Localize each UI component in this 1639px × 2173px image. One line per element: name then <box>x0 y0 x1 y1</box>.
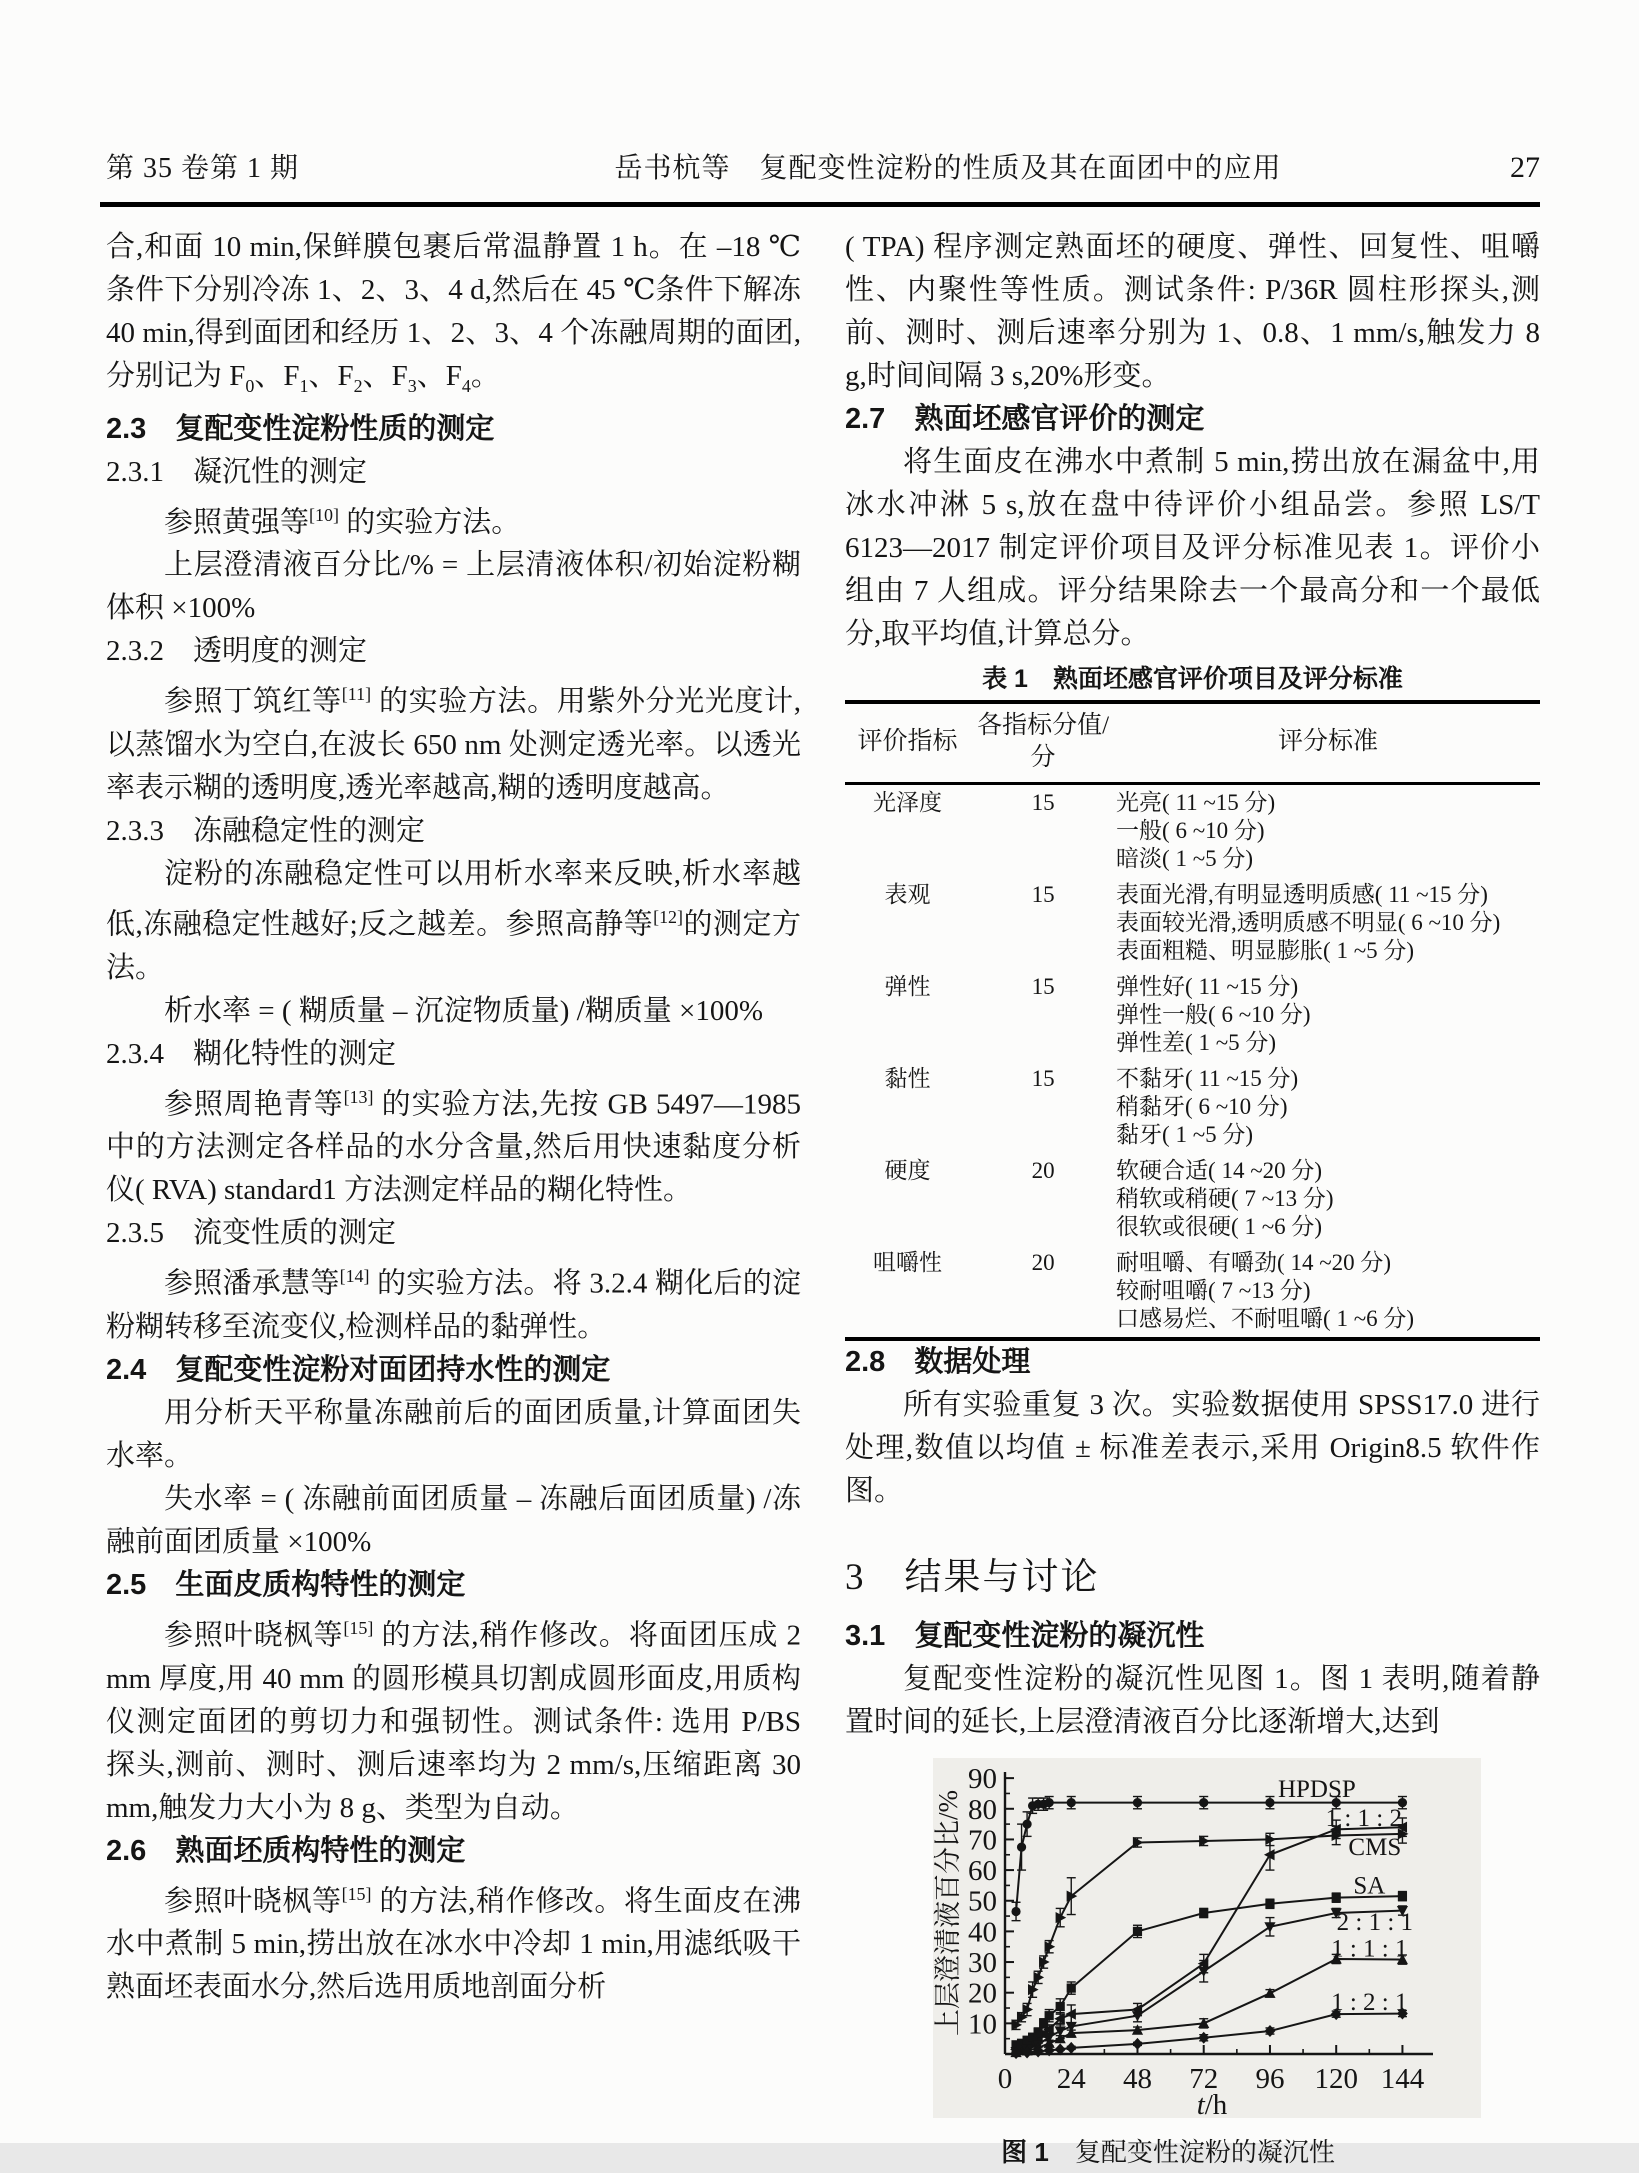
text-columns <box>106 226 1540 2173</box>
subsection-heading: 2.3.4 糊化特性的测定 <box>106 1037 397 1070</box>
paragraph: 参照周艳青等[13] 的实验方法,先按 GB 5497—1985 中的方法测定各样品的水分含量,然后用快速黏度分析仪( RVA) standard1 方法测定样品的糊化特性。 <box>106 1086 801 1207</box>
svg-text:上层澄清液百分比/%: 上层澄清液百分比/% <box>933 1790 963 2036</box>
paragraph: 失水率 = ( 冻融前面团质量 – 冻融后面团质量) /冻融前面团质量 ×100% <box>106 1483 801 1559</box>
section-heading: 2.8 数据处理 <box>845 1346 1031 1378</box>
paragraph: 淀粉的冻融稳定性可以用析水率来反映,析水率越低,冻融稳定性越好;反之越差。参照高静等[12]的测定方法。 <box>106 858 801 984</box>
paragraph: 用分析天平称量冻融前后的面团质量,计算面团失水率。 <box>106 1397 801 1473</box>
table1 <box>845 700 1540 1341</box>
table-header-cell: 各指标分值/分 <box>970 702 1116 784</box>
score-cell: 15 <box>1031 790 1055 815</box>
svg-text:t/h: t/h <box>1196 2089 1228 2121</box>
paragraph: ( TPA) 程序测定熟面坯的硬度、弹性、回复性、咀嚼性、内聚性等性质。测试条件: P/36R 圆柱形探头,测前、测时、测后速率分别为 1、0.8、1 mm/s,触发力 8 g,时间间隔 3 s,20%形变。 <box>845 231 1540 392</box>
svg-text:144: 144 <box>1380 2063 1425 2095</box>
table1-caption: 表 1 熟面坯感官评价项目及评分标准 <box>982 665 1403 693</box>
section-heading: 3.1 复配变性淀粉的凝沉性 <box>845 1620 1205 1652</box>
criteria-cell: 不黏牙( 11 ~15 分) 稍黏牙( 6 ~10 分) 黏牙( 1 ~5 分) <box>1116 1066 1299 1147</box>
paragraph: 参照黄强等[10] 的实验方法。 <box>164 504 521 539</box>
svg-text:70: 70 <box>968 1824 997 1857</box>
criteria-cell: 弹性好( 11 ~15 分) 弹性一般( 6 ~10 分) 弹性差( 1 ~5 分) <box>1116 974 1311 1055</box>
table-header-cell: 评分标准 <box>1116 702 1540 784</box>
chapter-heading: 3 结果与讨论 <box>845 1557 1100 1598</box>
paragraph: 将生面皮在沸水中煮制 5 min,捞出放在漏盆中,用冰水冲淋 5 s,放在盘中待评价小组品尝。参照 LS/T 6123—2017 制定评价项目及评分标准见表 1。评价小组由 7 人组成。评分结果除去一个最高分和一个最低分,取平均值,计算总分。 <box>845 446 1540 650</box>
svg-text:80: 80 <box>968 1793 997 1826</box>
subsection-heading: 2.3.2 透明度的测定 <box>106 635 368 668</box>
table1-block <box>845 660 1540 1341</box>
header-rule <box>100 202 1540 207</box>
paragraph: 复配变性淀粉的凝沉性见图 1。图 1 表明,随着静置时间的延长,上层澄清液百分比逐渐增大,达到 <box>845 1663 1540 1738</box>
indicator-cell: 弹性 <box>884 974 931 999</box>
indicator-cell: 咀嚼性 <box>873 1250 943 1275</box>
svg-text:1 : 2 : 1: 1 : 2 : 1 <box>1331 1988 1408 2016</box>
svg-text:1 : 1 : 2: 1 : 1 : 2 <box>1325 1804 1403 1832</box>
table-row <box>845 1245 1540 1339</box>
indicator-cell: 黏性 <box>884 1066 931 1091</box>
criteria-cell: 表面光滑,有明显透明质感( 11 ~15 分) 表面较光滑,透明质感不明显( 6 ~10 分) 表面粗糙、明显膨胀( 1 ~5 分) <box>1116 882 1501 963</box>
subsection-heading: 2.3.3 冻融稳定性的测定 <box>106 815 426 848</box>
paragraph: 参照叶晓枫等[15] 的方法,稍作修改。将面团压成 2 mm 厚度,用 40 mm 的圆形模具切割成圆形面皮,用质构仪测定面团的剪切力和强韧性。测试条件: 选用 P/BS 探头,测前、测时、测后速率均为 2 mm/s,压缩距离 30 mm,触发力大小为 8 g、类型为自动。 <box>106 1618 801 1824</box>
svg-text:120: 120 <box>1314 2063 1358 2095</box>
indicator-cell: 表观 <box>884 882 931 907</box>
paragraph: 上层澄清液百分比/% = 上层清液体积/初始淀粉糊体积 ×100% <box>106 549 801 625</box>
figure1-caption: 图 1 复配变性淀粉的凝沉性 <box>1001 2137 1335 2167</box>
criteria-cell: 软硬合适( 14 ~20 分) 稍软或稍硬( 7 ~13 分) 很软或很硬( 1 ~6 分) <box>1116 1158 1334 1239</box>
table-row <box>845 1061 1540 1153</box>
svg-text:0: 0 <box>997 2063 1013 2095</box>
table-header-row <box>845 702 1540 784</box>
page-header <box>106 146 1540 186</box>
indicator-cell: 光泽度 <box>873 790 943 815</box>
svg-text:SA: SA <box>1353 1872 1386 1900</box>
svg-text:2 : 1 : 1: 2 : 1 : 1 <box>1336 1909 1414 1937</box>
svg-text:30: 30 <box>968 1947 997 1980</box>
score-cell: 20 <box>1031 1250 1055 1275</box>
table-row <box>845 1153 1540 1245</box>
left-column <box>106 226 801 2173</box>
svg-text:40: 40 <box>968 1916 997 1949</box>
section-heading: 2.4 复配变性淀粉对面团持水性的测定 <box>106 1354 611 1387</box>
criteria-cell: 光亮( 11 ~15 分) 一般( 6 ~10 分) 暗淡( 1 ~5 分) <box>1116 790 1276 871</box>
paragraph: 参照潘承慧等[14] 的实验方法。将 3.2.4 糊化后的淀粉糊转移至流变仪,检测样品的黏弹性。 <box>106 1266 801 1344</box>
score-cell: 15 <box>1031 882 1055 907</box>
running-title: 岳书杭等 复配变性淀粉的性质及其在面团中的应用 <box>614 153 1282 184</box>
svg-text:60: 60 <box>968 1855 997 1888</box>
table-row <box>845 969 1540 1061</box>
section-heading: 2.6 熟面坯质构特性的测定 <box>106 1834 466 1867</box>
score-cell: 15 <box>1031 1066 1055 1091</box>
score-cell: 20 <box>1031 1158 1055 1183</box>
svg-text:20: 20 <box>968 1977 997 2010</box>
svg-text:96: 96 <box>1255 2063 1285 2095</box>
svg-text:1 : 1 : 1: 1 : 1 : 1 <box>1331 1935 1408 1963</box>
figure1 <box>933 1758 1481 2173</box>
svg-text:48: 48 <box>1122 2063 1152 2095</box>
svg-text:50: 50 <box>968 1885 997 1918</box>
svg-text:90: 90 <box>968 1763 997 1796</box>
paragraph: 析水率 = ( 糊质量 – 沉淀物质量) /糊质量 ×100% <box>164 994 763 1027</box>
section-heading: 2.5 生面皮质构特性的测定 <box>106 1569 466 1602</box>
paragraph: 参照叶晓枫等[15] 的方法,稍作修改。将生面皮在沸水中煮制 5 min,捞出放在冰水中冷却 1 min,用滤纸吸干熟面坯表面水分,然后选用质地剖面分析 <box>106 1883 801 2004</box>
paragraph: 参照丁筑红等[11] 的实验方法。用紫外分光光度计,以蒸馏水为空白,在波长 650 nm 处测定透光率。以透光率表示糊的透明度,透光率越高,糊的透明度越高。 <box>106 684 801 805</box>
paragraph: 所有实验重复 3 次。实验数据使用 SPSS17.0 进行处理,数值以均值 ± 标准差表示,采用 Origin8.5 软件作图。 <box>845 1389 1540 1507</box>
svg-text:10: 10 <box>968 2008 997 2041</box>
subsection-heading: 2.3.5 流变性质的测定 <box>106 1217 397 1250</box>
section-heading: 2.3 复配变性淀粉性质的测定 <box>106 412 495 445</box>
table-header-cell: 评价指标 <box>845 702 970 784</box>
indicator-cell: 硬度 <box>884 1158 931 1183</box>
section-heading: 2.7 熟面坯感官评价的测定 <box>845 403 1205 435</box>
subsection-heading: 2.3.1 凝沉性的测定 <box>106 455 368 488</box>
svg-text:24: 24 <box>1056 2063 1086 2095</box>
svg-text:CMS: CMS <box>1348 1834 1402 1862</box>
criteria-cell: 耐咀嚼、有嚼劲( 14 ~20 分) 较耐咀嚼( 7 ~13 分) 口感易烂、不耐咀嚼( 1 ~6 分) <box>1116 1250 1415 1331</box>
journal-issue: 第 35 卷第 1 期 <box>106 153 300 184</box>
table-row <box>845 877 1540 969</box>
right-column <box>845 226 1540 2173</box>
table-row <box>845 784 1540 878</box>
score-cell: 15 <box>1031 974 1055 999</box>
retrogradation-chart <box>933 1758 1481 2121</box>
svg-text:HPDSP: HPDSP <box>1277 1775 1356 1803</box>
svg-text:72: 72 <box>1189 2063 1219 2095</box>
page-number: 27 <box>1510 151 1540 184</box>
paragraph: 合,和面 10 min,保鲜膜包裹后常温静置 1 h。在 –18 ℃条件下分别冷冻 1、2、3、4 d,然后在 45 ℃条件下解冻 40 min,得到面团和经历 1、2、3、4 个冻融周期的面团,分别记为 $F_0$、$F_1$、$F_2$、$F_3$、$F_4$。 <box>106 231 801 396</box>
